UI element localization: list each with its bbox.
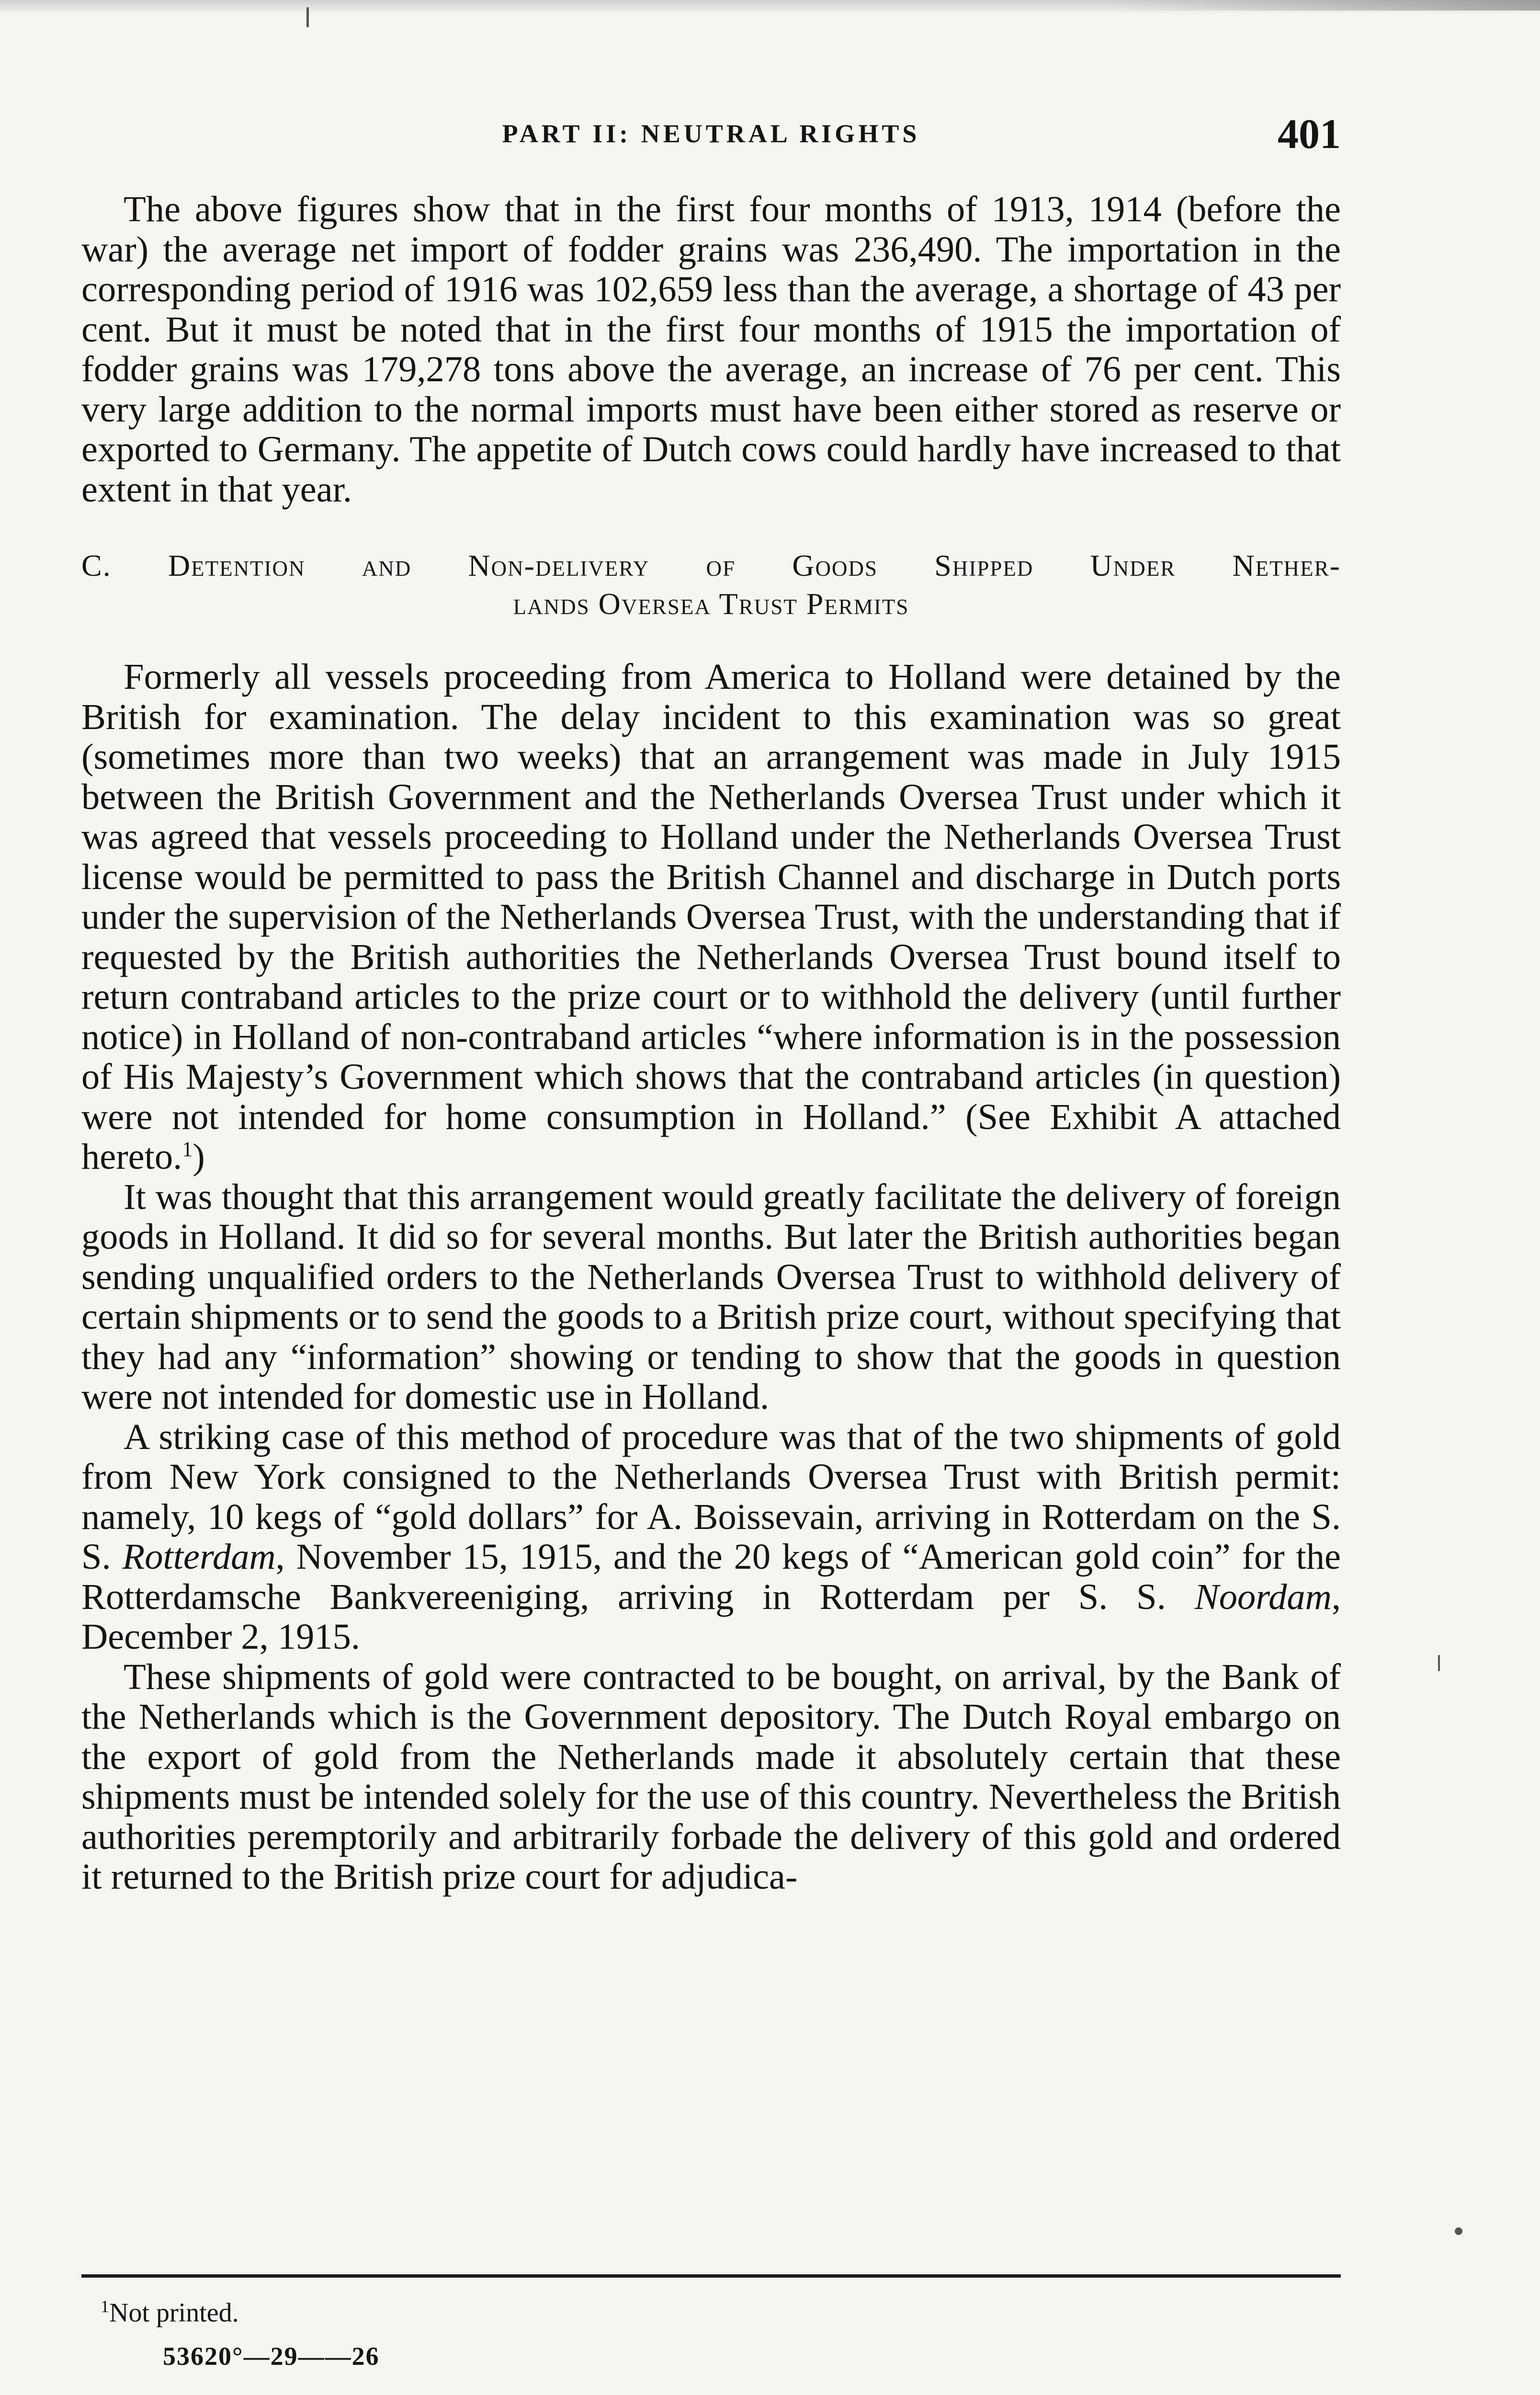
footnote bbox=[101, 2290, 239, 2330]
section-heading-line-2: lands Oversea Trust Permits bbox=[513, 587, 909, 621]
paragraph-gold-shipments bbox=[81, 1417, 1341, 1657]
paragraph-text: , November 15, 1915, and the 20 kegs of “American gold coin” for the Rotterdamsche Bankvereeniging, arriving in Rotterdam per S. S. bbox=[81, 1536, 1341, 1617]
paragraph-text: , December 2, 1915. bbox=[81, 1576, 1341, 1657]
footnote-marker: 1 bbox=[101, 2297, 109, 2316]
stray-mark-top bbox=[306, 7, 309, 27]
scan-edge-dark bbox=[1109, 0, 1540, 11]
footnote-reference: 1 bbox=[182, 1137, 193, 1161]
main-text bbox=[81, 189, 1341, 1897]
paragraph-detention-arrangement bbox=[81, 657, 1341, 1177]
footnote-divider bbox=[81, 2274, 1341, 2278]
paragraph-gold-embargo: These shipments of gold were contracted to be bought, on arrival, by the Bank of the Netherlands which is the Government depository. The Dutch Royal embargo on the export of gold from the Netherlands made it absolutely certain that these shipments must be intended solely for the use of this country. Nevertheless the British authorities peremptorily and arbitrarily forbade the delivery of this gold and ordered it returned to the British prize court for adjudica- bbox=[81, 1656, 1341, 1897]
paragraph-fodder-imports: The above figures show that in the first four months of 1913, 1914 (before the war) the average net import of fodder grains was 236,490. The importation in the corresponding period of 1916 was 102,659 less than the average, a shortage of 43 per cent. But it must be noted that in the first four months of 1915 the importation of fodder grains was 179,278 tons above the average, an increase of 76 per cent. This very large addition to the normal imports must have been either stored as reserve or exported to Germany. The appetite of Dutch cows could hardly have increased to that extent in that year. bbox=[81, 189, 1341, 510]
footnote-text: Not printed. bbox=[109, 2298, 239, 2328]
paragraph-text: ) bbox=[192, 1136, 205, 1177]
paragraph-text: A striking case of this method of procedure was that of the two shipments of gold from New York consigned to the Netherlands Oversea Trust with British permit: namely, 10 kegs of “gold dollars” for A. Boissevain, arriving in Rotterdam on the S. S. bbox=[81, 1416, 1341, 1577]
paragraph-unqualified-orders: It was thought that this arrangement would greatly facilitate the delivery of foreign goods in Holland. It did so for several months. But later the British authorities began sending unqualified orders to the Netherlands Oversea Trust to withhold delivery of certain shipments or to send the goods to a British prize court, without specifying that they had any “information” showing or tending to show that the goods in question were not intended for domestic use in Holland. bbox=[81, 1176, 1341, 1417]
print-code: 53620°—29——26 bbox=[163, 2342, 380, 2371]
running-head: PART II: NEUTRAL RIGHTS bbox=[502, 119, 920, 148]
section-heading-line-1: C. Detention and Non-delivery of Goods Shipped Under Nether- bbox=[81, 548, 1341, 582]
section-heading bbox=[81, 547, 1341, 623]
stray-dot-margin bbox=[1455, 2227, 1462, 2235]
ship-name-noordam: Noordam bbox=[1194, 1576, 1332, 1617]
stray-mark-margin bbox=[1438, 1655, 1440, 1671]
page-number: 401 bbox=[1278, 111, 1341, 158]
page-header bbox=[81, 110, 1341, 168]
ship-name-rotterdam: Rotterdam bbox=[122, 1536, 276, 1577]
paragraph-text: Formerly all vessels proceeding from America to Holland were detained by the British for examination. The delay incident to this examination was so great (sometimes more than two weeks) that an arrangement was made in July 1915 between the British Government and the Netherlands Oversea Trust under which it was agreed that vessels proceeding to Holland under the Netherlands Oversea Trust license would be permitted to pass the British Channel and discharge in Dutch ports under the supervision of the Netherlands Oversea Trust, with the understanding that if requested by the British authorities the Netherlands Oversea Trust bound itself to return contraband articles to the prize court or to withhold the delivery (until further notice) in Holland of non-contraband articles “where information is in the possession of His Majesty’s Government which shows that the contraband articles (in question) were not intended for home consumption in Holland.” (See Exhibit A attached hereto. bbox=[81, 656, 1341, 1177]
